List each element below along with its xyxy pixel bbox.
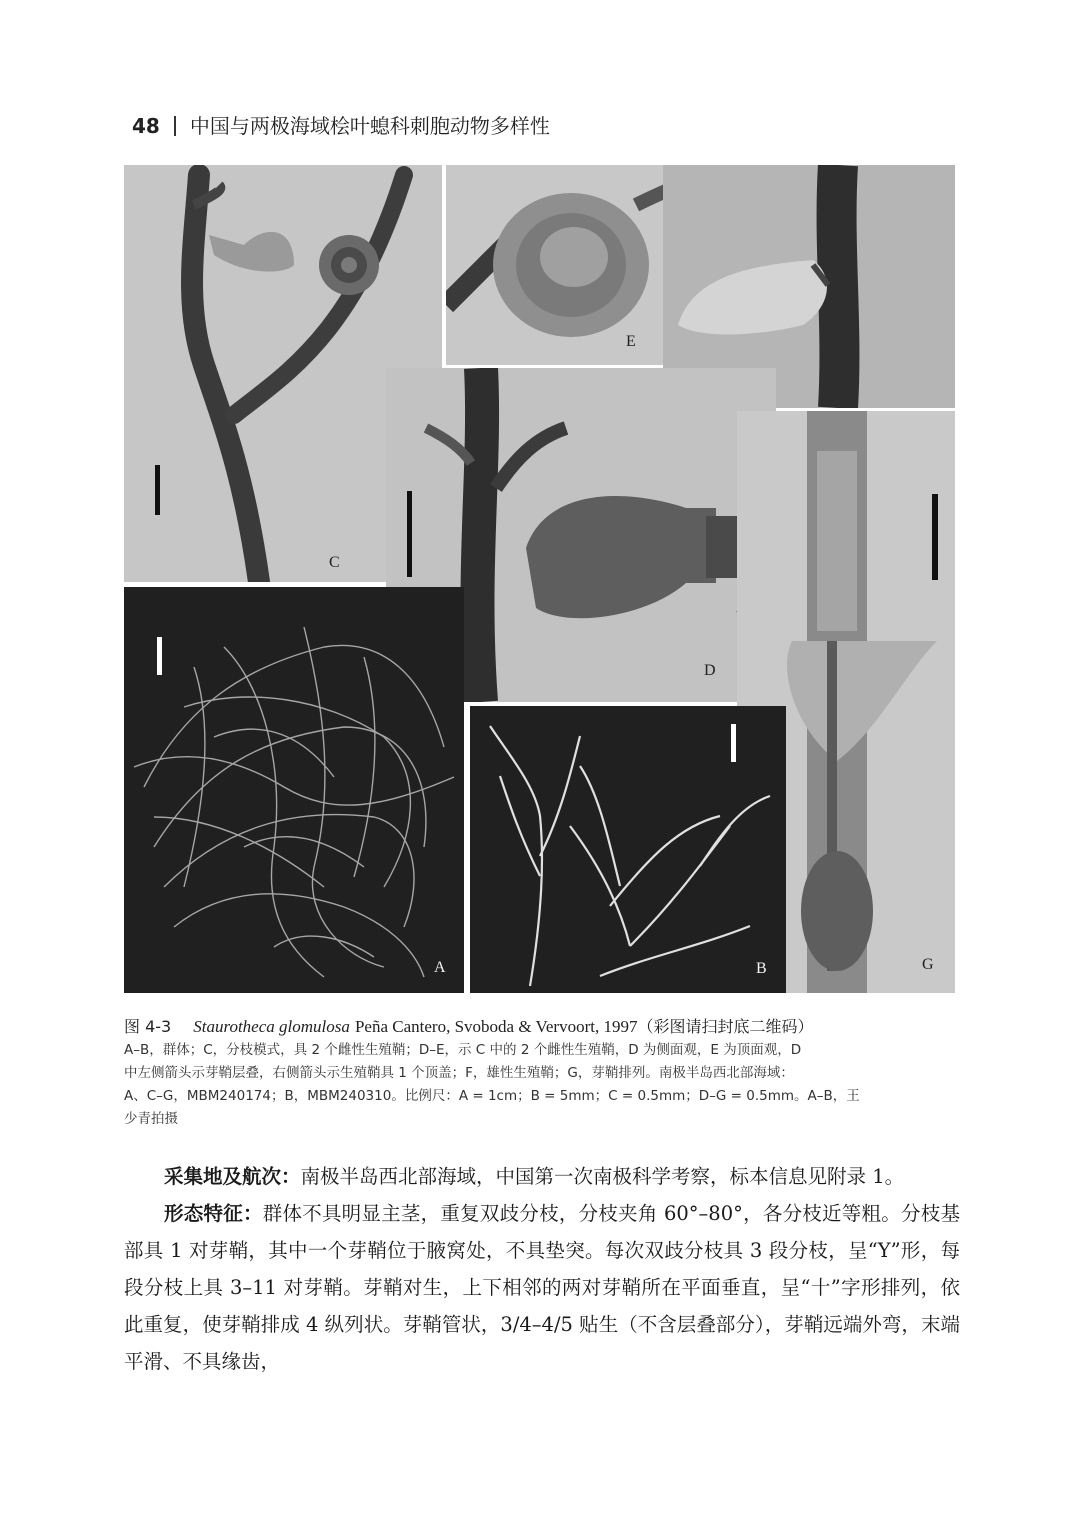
paragraph-morphology <box>124 1195 960 1380</box>
species-name: Staurotheca glomulosa <box>193 1017 350 1036</box>
figure-number: 图 4-3 <box>124 1017 172 1036</box>
panel-label-a: A <box>434 959 446 976</box>
running-title: 中国与两极海域桧叶螅科刺胞动物多样性 <box>189 114 550 138</box>
panel-label-b: B <box>756 960 767 977</box>
panel-label-d: D <box>704 662 716 679</box>
caption-line: 少青拍摄 <box>124 1111 178 1127</box>
color-note: （彩图请扫封底二维码） <box>637 1017 814 1036</box>
paragraph-collection-site <box>124 1158 960 1195</box>
caption-line: A、C–G，MBM240174；B，MBM240310。比例尺：A = 1cm；B = 5mm；C = 0.5mm；D–G = 0.5mm。A–B，王 <box>124 1088 860 1104</box>
page-number: 48 <box>132 114 160 138</box>
panel-label-e: E <box>626 333 636 350</box>
paragraph-label: 形态特征： <box>164 1202 263 1225</box>
paragraph-text: 南极半岛西北部海域，中国第一次南极科学考察，标本信息见附录 1。 <box>300 1165 905 1188</box>
running-header <box>132 110 550 139</box>
panel-b-photo <box>470 706 786 993</box>
photo-panel-a <box>124 587 464 993</box>
paragraph-label: 采集地及航次： <box>164 1165 301 1188</box>
caption-line: 中左侧箭头示芽鞘层叠，右侧箭头示生殖鞘具 1 个顶盖；F，雄性生殖鞘；G，芽鞘排列。南极半岛西北部海域： <box>124 1065 794 1081</box>
body-text <box>124 1158 960 1380</box>
header-divider <box>174 116 176 136</box>
panel-a-photo <box>124 587 464 993</box>
panel-label-g: G <box>922 956 934 973</box>
species-authority: Peña Cantero, Svoboda & Vervoort, 1997 <box>354 1017 638 1036</box>
figure-caption <box>124 1014 959 1131</box>
photo-panel-b <box>470 706 786 993</box>
paragraph-text: 群体不具明显主茎，重复双歧分枝，分枝夹角 60°–80°，各分枝近等粗。分枝基部具 1 对芽鞘，其中一个芽鞘位于腋窝处，不具垫突。每次双歧分枝具 3 段分枝，呈“Y”形，每段分枝上具 3–11 对芽鞘。芽鞘对生，上下相邻的两对芽鞘所在平面垂直，呈“十”字形排列，依此重复，使芽鞘排成 4 纵列状。芽鞘管状，3/4–4/5 贴生（不含层叠部分），芽鞘远端外弯，末端平滑、不具缘齿， <box>124 1202 960 1373</box>
caption-line: A–B，群体；C，分枝模式，具 2 个雌性生殖鞘；D–E，示 C 中的 2 个雌性生殖鞘，D 为侧面观，E 为顶面观，D <box>124 1042 802 1058</box>
caption-title <box>124 1014 959 1039</box>
panel-label-c: C <box>329 554 340 571</box>
